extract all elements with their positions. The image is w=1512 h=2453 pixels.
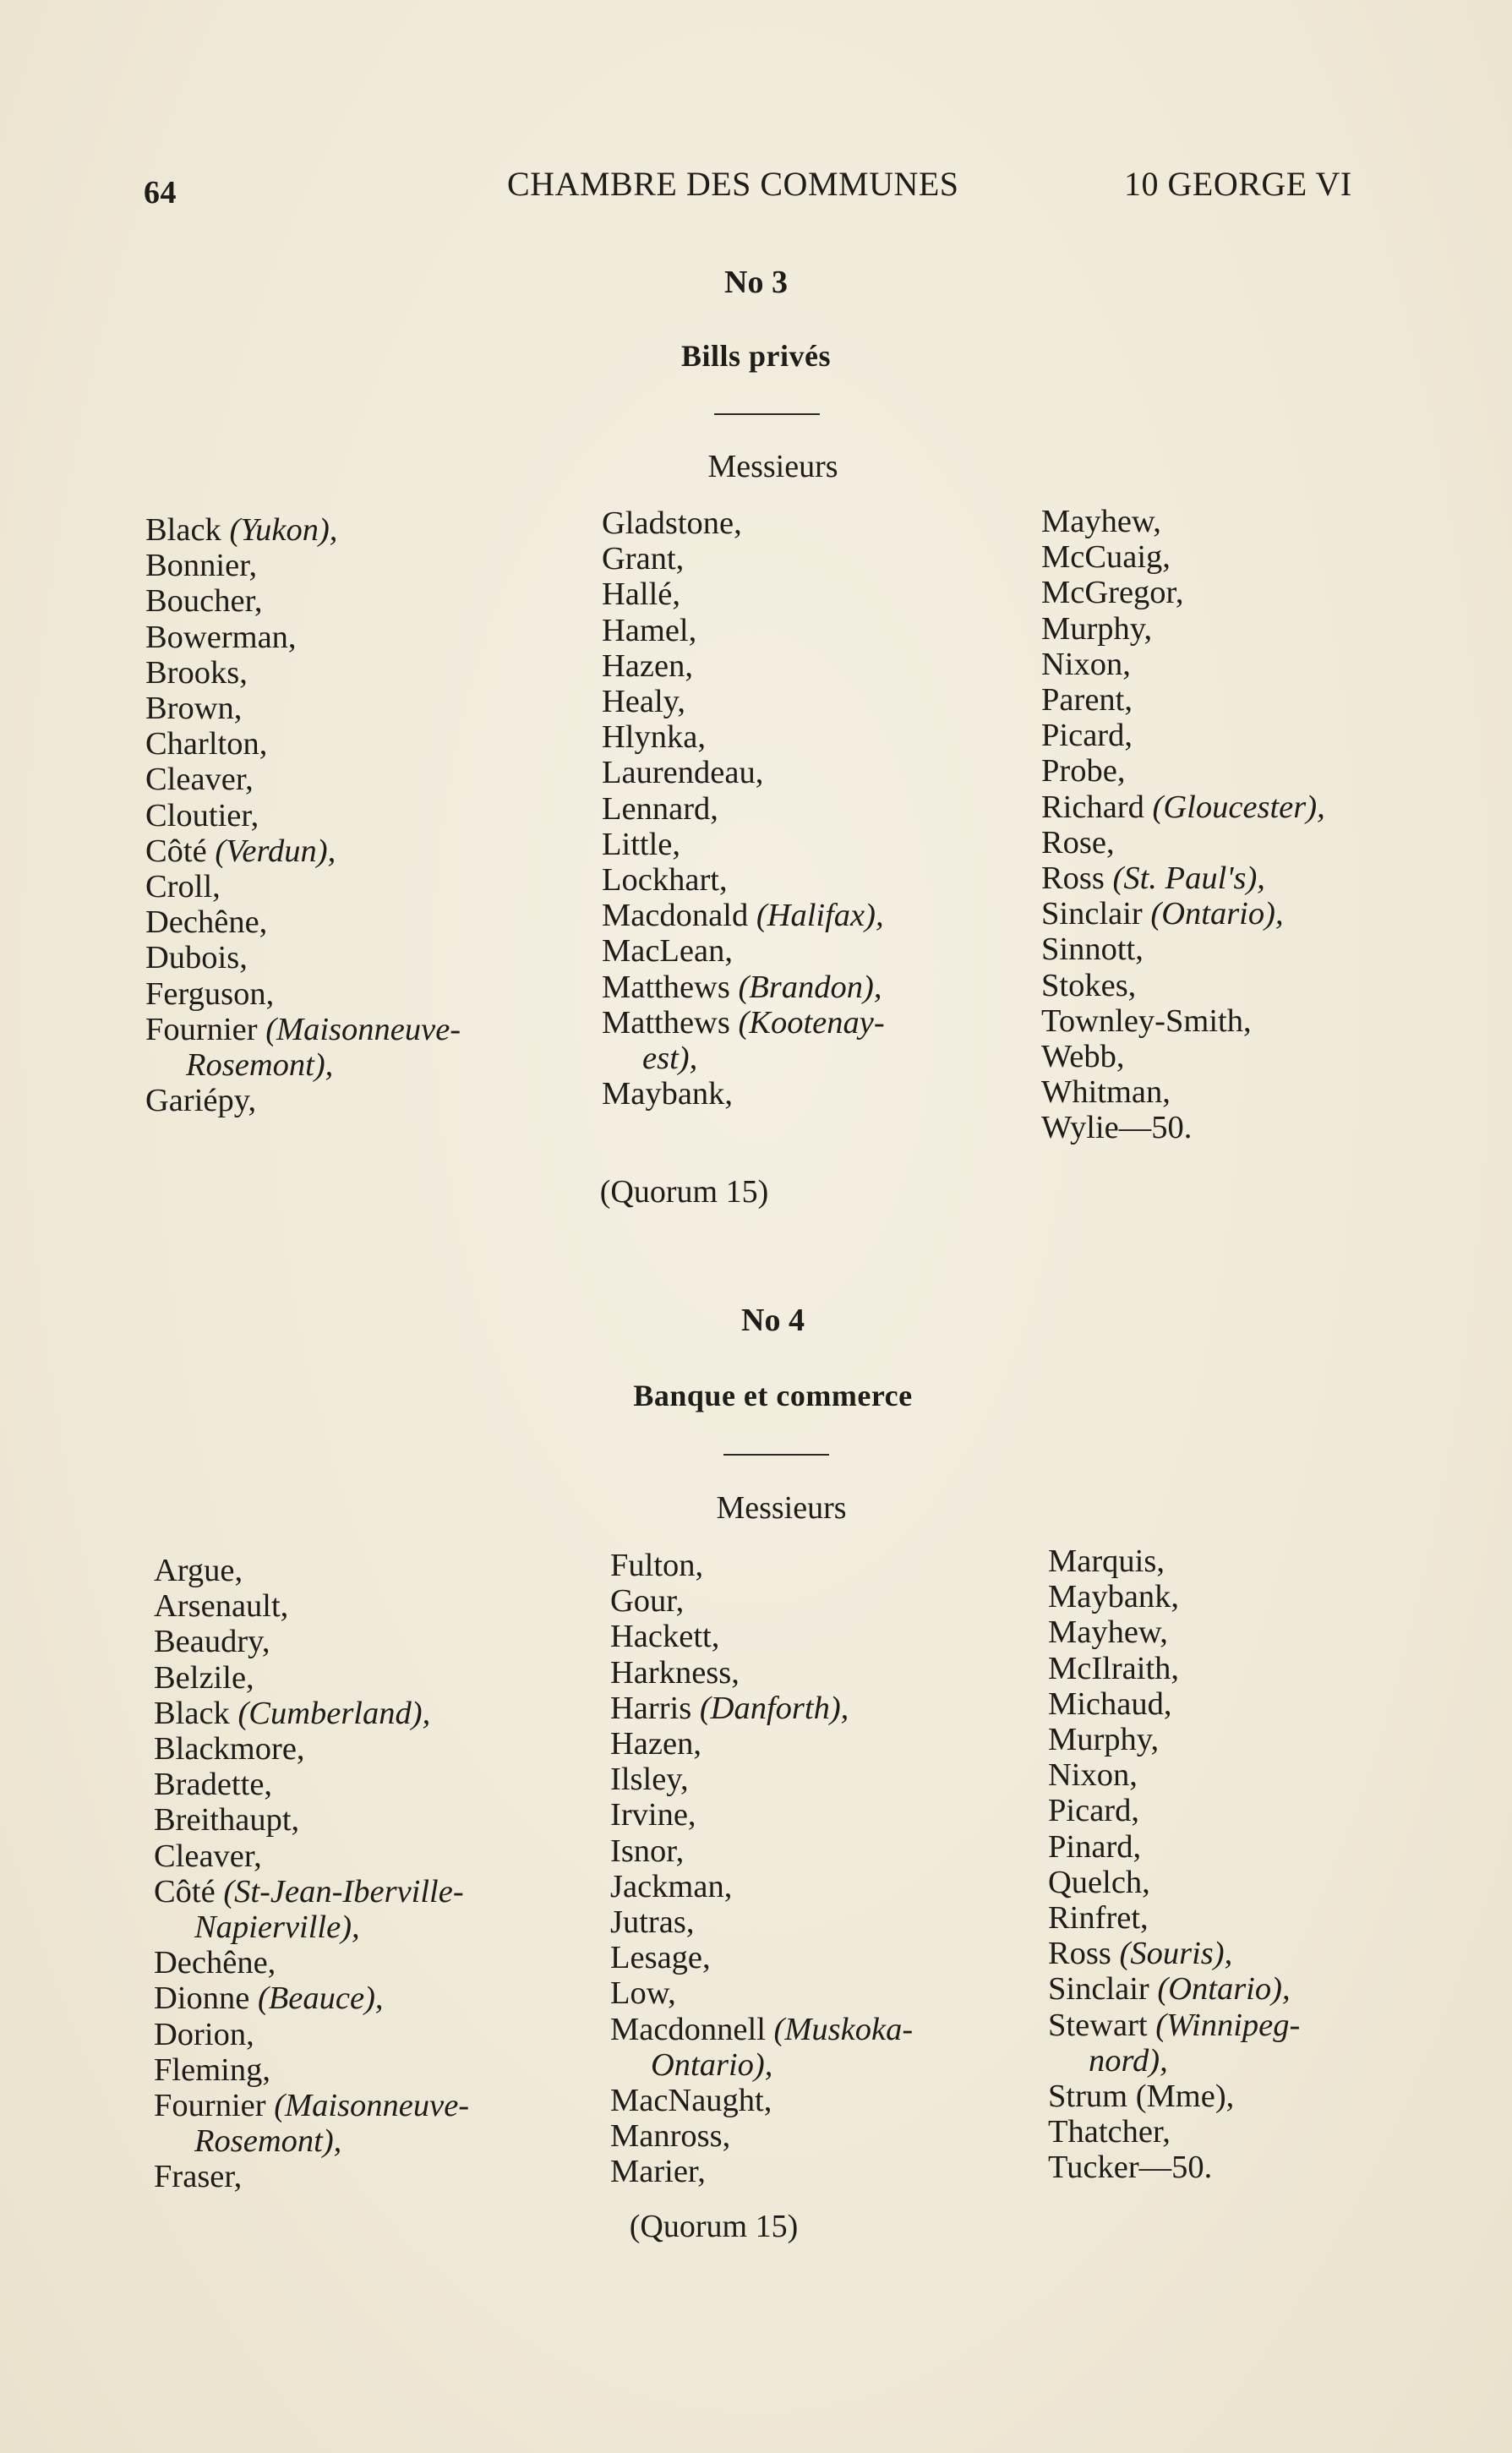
member-entry	[602, 1005, 885, 1076]
member-entry	[154, 1980, 469, 2016]
member-entry	[602, 1076, 885, 1112]
member-name: Ross	[1041, 860, 1105, 897]
riding-note: (Verdun),	[215, 833, 336, 869]
member-entry	[154, 1553, 469, 1588]
member-name: Sinclair	[1041, 896, 1143, 932]
member-entry	[1041, 1110, 1325, 1145]
member-name: Nixon,	[1048, 1757, 1138, 1794]
page-number: 64	[144, 175, 177, 210]
member-name: Fleming,	[154, 2051, 270, 2088]
member-name: Marquis,	[1048, 1543, 1165, 1579]
riding-note: (Halifax),	[756, 898, 884, 934]
member-entry	[610, 2083, 913, 2118]
member-entry	[610, 1726, 913, 1762]
member-name: Hazen,	[602, 647, 693, 684]
riding-note: (Yukon),	[229, 512, 338, 548]
member-name: Black	[154, 1695, 230, 1731]
member-entry	[145, 904, 461, 940]
member-entry	[145, 691, 461, 726]
member-entry	[154, 2159, 469, 2194]
member-entry	[1048, 1543, 1300, 1579]
member-name: McIlraith,	[1048, 1650, 1180, 1686]
member-entry	[145, 1012, 461, 1083]
member-entry	[154, 1838, 469, 1874]
committee-name: Bills privés	[680, 339, 832, 373]
member-name: Low,	[610, 1975, 676, 2012]
member-name: Blackmore,	[154, 1731, 305, 1767]
member-name: Croll,	[145, 869, 221, 905]
member-name: Nixon,	[1041, 646, 1131, 682]
committee-name: Banque et commerce	[633, 1379, 913, 1412]
riding-continuation: est),	[642, 1041, 698, 1077]
riding-note: (Souris),	[1119, 1936, 1233, 1972]
member-entry	[610, 1904, 913, 1940]
member-entry	[1048, 1829, 1300, 1865]
member-entry	[602, 684, 885, 719]
member-name: Cloutier,	[145, 797, 259, 833]
riding-note: (Maisonneuve-	[274, 2088, 470, 2124]
member-name: Mayhew,	[1048, 1614, 1168, 1651]
member-entry	[1048, 1614, 1300, 1650]
member-entry	[610, 2012, 913, 2083]
member-name: Sinclair	[1048, 1971, 1149, 2008]
member-name: Quelch,	[1048, 1864, 1150, 1900]
member-entry	[1041, 647, 1325, 682]
section-rule	[714, 413, 820, 415]
member-entry	[610, 1975, 913, 2011]
member-entry	[602, 862, 885, 898]
member-entry	[154, 1696, 469, 1731]
member-entry	[1048, 1686, 1300, 1722]
member-name: Jutras,	[610, 1904, 695, 1941]
member-name: Fraser,	[154, 2159, 243, 2195]
riding-note: (Cumberland),	[237, 1695, 431, 1731]
member-entry	[602, 791, 885, 827]
member-entry	[602, 898, 885, 933]
member-entry	[1041, 1003, 1325, 1039]
running-head	[0, 159, 1512, 210]
member-name: Brown,	[145, 691, 243, 727]
member-name: MacNaught,	[610, 2083, 772, 2119]
riding-note: (Kootenay-	[738, 1004, 885, 1041]
member-entry	[145, 726, 461, 762]
member-entry	[610, 1655, 913, 1691]
member-name: Ferguson,	[145, 975, 275, 1012]
member-entry	[602, 719, 885, 755]
member-name: Dechêne,	[154, 1945, 276, 1981]
member-entry	[145, 655, 461, 691]
member-column-3	[1041, 504, 1325, 1146]
member-entry	[145, 869, 461, 904]
member-entry	[610, 1691, 913, 1726]
member-entry	[145, 833, 461, 869]
member-name: Richard	[1041, 789, 1144, 825]
member-entry	[610, 2118, 913, 2154]
member-name: Isnor,	[610, 1833, 685, 1869]
committee-number: No 3	[724, 265, 788, 300]
member-entry	[1041, 968, 1325, 1003]
member-entry	[145, 798, 461, 833]
member-name: Argue,	[154, 1553, 243, 1588]
riding-continuation: Ontario),	[651, 2046, 773, 2083]
member-name: Tucker—50.	[1048, 2150, 1213, 2186]
member-name: Dionne	[154, 1980, 250, 2017]
member-entry	[602, 576, 885, 612]
riding-note: (Maisonneuve-	[265, 1011, 461, 1047]
member-entry	[1041, 504, 1325, 539]
member-entry	[145, 512, 461, 548]
member-entry	[154, 1945, 469, 1980]
member-entry	[602, 755, 885, 790]
member-name: Brooks,	[145, 654, 248, 691]
member-entry	[1048, 1865, 1300, 1900]
member-entry	[1041, 825, 1325, 860]
member-name: Harkness,	[610, 1654, 740, 1691]
member-entry	[1048, 1971, 1300, 2007]
member-entry	[145, 762, 461, 797]
member-entry	[1041, 753, 1325, 789]
member-entry	[602, 613, 885, 648]
member-entry	[1041, 931, 1325, 967]
member-name: Stokes,	[1041, 967, 1137, 1003]
member-entry	[610, 1940, 913, 1975]
member-name: Black	[145, 512, 221, 548]
member-entry	[145, 548, 461, 583]
member-entry	[1041, 682, 1325, 718]
member-name: Laurendeau,	[602, 755, 764, 791]
member-entry	[1041, 860, 1325, 896]
member-entry	[154, 1624, 469, 1659]
member-name: Gour,	[610, 1583, 685, 1620]
member-entry	[154, 2088, 469, 2159]
member-name: Macdonnell	[610, 2011, 766, 2047]
member-entry	[1048, 2008, 1300, 2079]
member-name: McGregor,	[1041, 575, 1184, 611]
member-name: Bradette,	[154, 1767, 273, 1803]
member-entry	[154, 1802, 469, 1838]
member-name: Picard,	[1041, 718, 1133, 754]
member-name: Wylie—50.	[1041, 1110, 1193, 1146]
member-column-1	[154, 1553, 469, 2195]
member-column-2	[602, 505, 885, 1112]
member-entry	[1041, 896, 1325, 931]
member-entry	[145, 620, 461, 655]
member-name: Jackman,	[610, 1868, 733, 1904]
member-name: Stewart	[1048, 2007, 1148, 2043]
member-name: Hazen,	[610, 1726, 701, 1762]
member-entry	[1048, 1651, 1300, 1686]
member-name: Probe,	[1041, 753, 1126, 789]
member-entry	[1041, 539, 1325, 575]
member-entry	[145, 976, 461, 1012]
member-entry	[602, 827, 885, 862]
regnal-year: 10 GEORGE VI	[1124, 165, 1352, 203]
member-name: Arsenault,	[154, 1588, 289, 1625]
member-name: Cleaver,	[145, 762, 254, 798]
member-name: Bowerman,	[145, 619, 297, 655]
member-name: Rose,	[1041, 824, 1115, 860]
riding-note: (Ontario),	[1150, 896, 1284, 932]
member-name: Healy,	[602, 684, 686, 720]
member-entry	[154, 1874, 469, 1945]
riding-note: (St-Jean-Iberville-	[223, 1873, 464, 1909]
member-entry	[145, 583, 461, 619]
member-entry	[610, 1619, 913, 1654]
member-name: Fournier	[145, 1011, 258, 1047]
member-column-2	[610, 1548, 913, 2190]
member-name: Maybank,	[1048, 1579, 1180, 1615]
member-entry	[1048, 1722, 1300, 1757]
member-entry	[1041, 1039, 1325, 1074]
member-entry	[1048, 2079, 1300, 2114]
member-name: Matthews	[602, 1004, 730, 1041]
quorum-line: (Quorum 15)	[629, 2209, 799, 2244]
member-entry	[1041, 1074, 1325, 1110]
member-name: Murphy,	[1048, 1722, 1160, 1758]
member-name: Parent,	[1041, 682, 1133, 718]
member-name: Harris	[610, 1690, 692, 1726]
member-entry	[1048, 2150, 1300, 2185]
member-entry	[610, 2154, 913, 2189]
member-name: Macdonald	[602, 898, 749, 934]
member-entry	[1048, 1936, 1300, 1971]
member-name: Côté	[154, 1873, 216, 1909]
member-entry	[154, 1660, 469, 1696]
member-name: Breithaupt,	[154, 1802, 300, 1838]
member-entry	[1041, 575, 1325, 610]
member-name: Pinard,	[1048, 1828, 1142, 1865]
messieurs-heading: Messieurs	[707, 449, 838, 484]
member-name: Cleaver,	[154, 1838, 262, 1874]
member-name: Bonnier,	[145, 548, 258, 584]
member-name: Marier,	[610, 2154, 706, 2190]
member-name: Whitman,	[1041, 1074, 1171, 1111]
member-entry	[610, 1548, 913, 1583]
member-entry	[154, 2052, 469, 2088]
member-column-3	[1048, 1543, 1300, 2186]
member-name: Picard,	[1048, 1793, 1139, 1829]
member-entry	[610, 1583, 913, 1619]
member-name: Dorion,	[154, 2016, 254, 2052]
member-entry	[145, 1083, 461, 1118]
committee-number: No 4	[741, 1303, 805, 1338]
member-name: MacLean,	[602, 933, 733, 970]
member-name: Murphy,	[1041, 610, 1153, 647]
member-entry	[610, 1869, 913, 1904]
quorum-line: (Quorum 15)	[599, 1174, 769, 1210]
member-name: Michaud,	[1048, 1685, 1172, 1722]
riding-note: (Muskoka-	[773, 2011, 914, 2047]
riding-continuation: Rosemont),	[194, 2123, 342, 2160]
member-entry	[154, 1588, 469, 1624]
member-name: Belzile,	[154, 1659, 254, 1696]
member-entry	[1041, 611, 1325, 647]
member-name: Hlynka,	[602, 719, 706, 756]
member-name: Boucher,	[145, 583, 263, 620]
riding-note: (Danforth),	[699, 1690, 849, 1726]
member-name: Dechêne,	[145, 904, 268, 941]
member-entry	[1048, 1757, 1300, 1793]
member-name: Beaudry,	[154, 1624, 270, 1660]
member-name: Charlton,	[145, 726, 268, 762]
member-entry	[602, 933, 885, 969]
member-name: Ilsley,	[610, 1762, 689, 1798]
member-entry	[1048, 1793, 1300, 1828]
member-name: Hamel,	[602, 612, 697, 648]
member-name: Thatcher,	[1048, 2114, 1171, 2150]
member-entry	[154, 2017, 469, 2052]
member-name: Matthews	[602, 969, 730, 1005]
member-name: Côté	[145, 833, 207, 869]
member-entry	[1048, 1579, 1300, 1614]
member-entry	[610, 1833, 913, 1869]
member-name: Hallé,	[602, 576, 680, 613]
member-entry	[154, 1731, 469, 1767]
member-name: Fulton,	[610, 1548, 704, 1583]
riding-note: (Ontario),	[1157, 1971, 1291, 2008]
member-name: Strum (Mme),	[1048, 2079, 1235, 2115]
member-name: Little,	[602, 826, 681, 862]
riding-note: (Gloucester),	[1152, 789, 1325, 825]
member-name: Mayhew,	[1041, 504, 1161, 539]
riding-note: (Beauce),	[257, 1980, 384, 2017]
riding-continuation: Rosemont),	[186, 1047, 334, 1084]
member-name: Webb,	[1041, 1039, 1125, 1075]
member-name: Fournier	[154, 2088, 266, 2124]
member-name: Hackett,	[610, 1619, 720, 1655]
member-name: Lennard,	[602, 790, 718, 827]
member-name: McCuaig,	[1041, 539, 1171, 576]
member-name: Manross,	[610, 2118, 731, 2155]
member-name: Dubois,	[145, 940, 248, 976]
member-entry	[610, 1762, 913, 1797]
member-entry	[602, 648, 885, 684]
member-entry	[1041, 789, 1325, 825]
member-entry	[1041, 718, 1325, 753]
journal-title: CHAMBRE DES COMMUNES	[507, 165, 959, 203]
member-entry	[154, 1767, 469, 1802]
section-rule	[723, 1454, 829, 1456]
messieurs-heading: Messieurs	[716, 1490, 847, 1526]
member-entry	[610, 1797, 913, 1833]
member-name: Irvine,	[610, 1797, 696, 1833]
riding-continuation: nord),	[1089, 2042, 1168, 2079]
member-entry	[1048, 1900, 1300, 1936]
member-name: Lesage,	[610, 1940, 711, 1976]
riding-continuation: Napierville),	[194, 1909, 360, 1946]
member-entry	[145, 940, 461, 975]
riding-note: (Winnipeg-	[1155, 2007, 1301, 2043]
member-name: Gariépy,	[145, 1083, 257, 1119]
member-entry	[602, 970, 885, 1005]
member-name: Ross	[1048, 1936, 1111, 1972]
member-name: Rinfret,	[1048, 1900, 1149, 1937]
member-entry	[1048, 2114, 1300, 2150]
member-entry	[602, 541, 885, 576]
member-entry	[602, 505, 885, 541]
member-name: Townley-Smith,	[1041, 1003, 1252, 1039]
member-name: Gladstone,	[602, 505, 742, 541]
member-name: Maybank,	[602, 1076, 734, 1112]
member-column-1	[145, 512, 461, 1118]
member-name: Lockhart,	[602, 862, 728, 899]
member-name: Grant,	[602, 541, 685, 577]
riding-note: (Brandon),	[738, 969, 882, 1005]
riding-note: (St. Paul's),	[1112, 860, 1265, 897]
member-name: Sinnott,	[1041, 931, 1144, 968]
